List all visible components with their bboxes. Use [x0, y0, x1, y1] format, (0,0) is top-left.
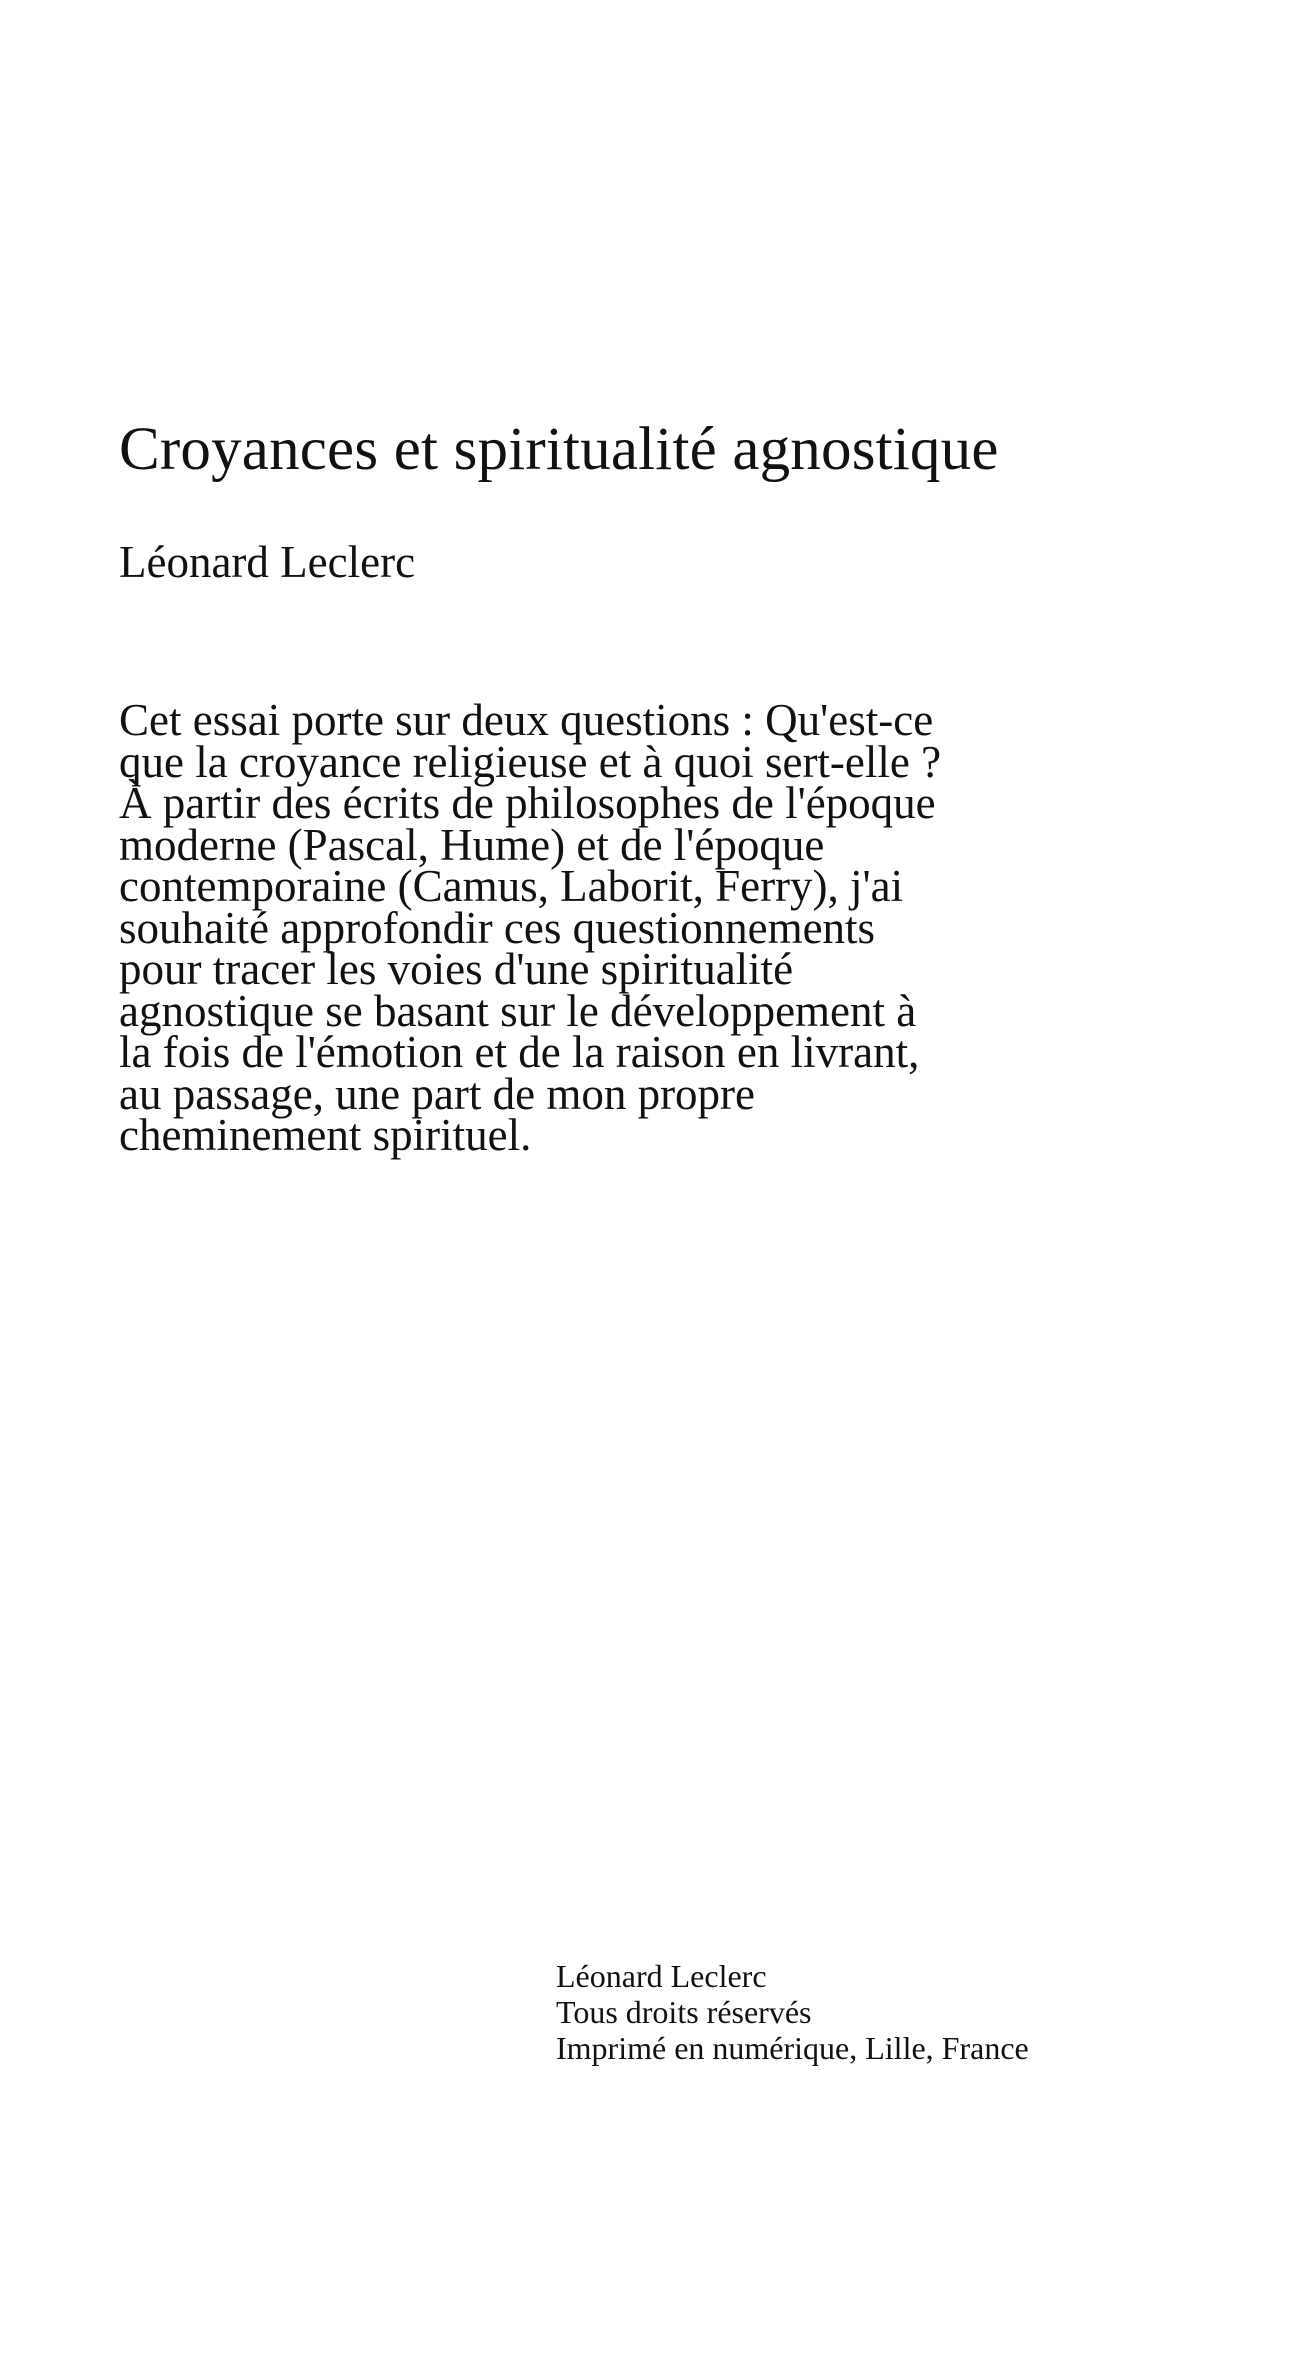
- colophon: [556, 1958, 1029, 2066]
- book-title: Croyances et spiritualité agnostique: [119, 416, 999, 483]
- colophon-author: Léonard Leclerc: [556, 1958, 767, 1994]
- book-abstract: Cet essai porte sur deux questions : Qu'est-ce que la croyance religieuse et à quoi sert-elle ? À partir des écrits de philosophes de l'époque moderne (Pascal, Hume) et de l'époque contemporaine (Camus, Laborit, Ferry), j'ai souhaité approfondir ces questionnements pour tracer les voies d'une spiritualité agnostique se basant sur le développement à la fois de l'émotion et de la raison en livrant, au passage, une part de mon propre cheminement spirituel.: [119, 695, 942, 1160]
- colophon-printing: Imprimé en numérique, Lille, France: [556, 2030, 1029, 2066]
- colophon-rights: Tous droits réservés: [556, 1994, 812, 2030]
- book-author: Léonard Leclerc: [119, 537, 416, 587]
